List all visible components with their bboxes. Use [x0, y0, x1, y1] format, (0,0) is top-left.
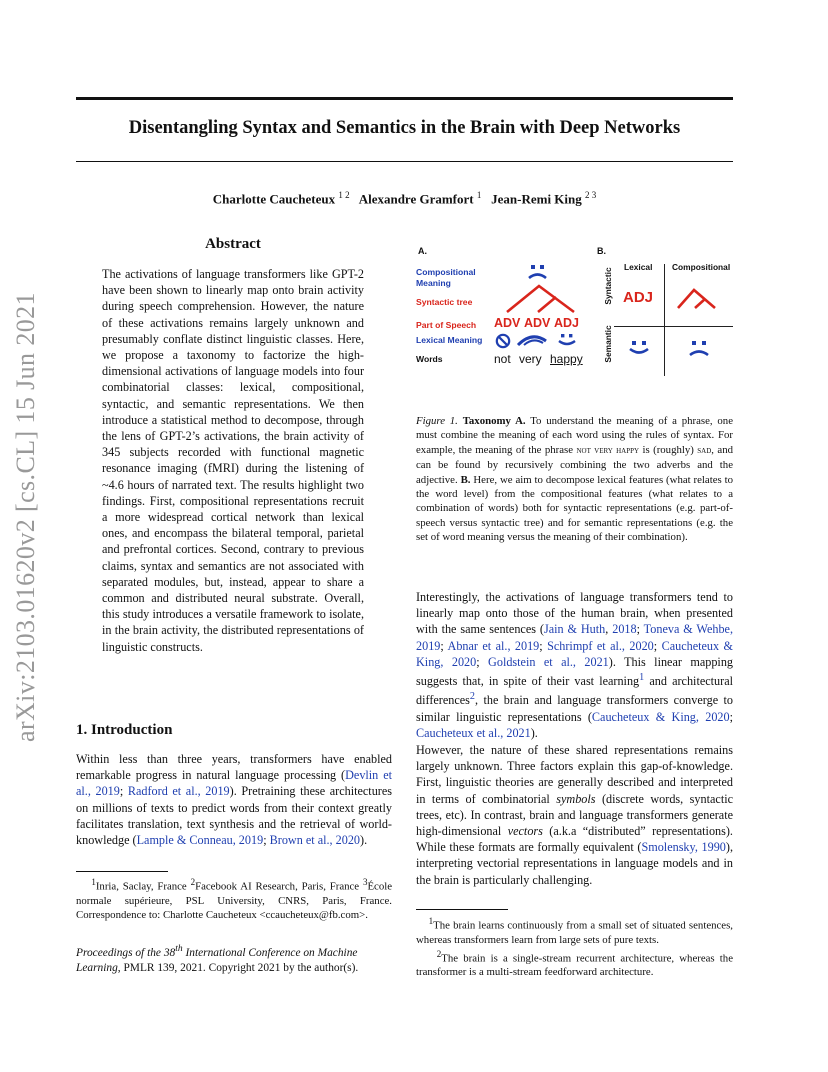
citation-link[interactable]: Caucheteux & King, 2020 — [416, 638, 734, 669]
row-label-compositional-meaning: Compositional Meaning — [416, 267, 476, 288]
body-paragraph — [416, 742, 733, 888]
body-paragraph — [416, 589, 733, 741]
author-name: Alexandre Gramfort — [358, 191, 474, 207]
figure-label: Figure 1. — [416, 415, 458, 427]
text-span: ). This linear mapping suggests that, in spite of their vast learning — [416, 654, 734, 689]
affiliation-footnote: $^1$Inria, Saclay, France $^2$Facebook AI Research, Paris, France $^3$École normale supérieure, PSL University, CNRS, Paris, France. Correspondence to: Charlotte Caucheteux <ccaucheteux@fb.com>. — [76, 877, 393, 921]
citation-link[interactable]: Abnar et al., 2019 — [447, 638, 540, 653]
text-span: (a.k.a “distributed” representations). While these formats are formally equivalent ( — [416, 824, 733, 855]
title-bottom-rule — [76, 161, 733, 162]
text-span: symbols — [556, 791, 596, 806]
title-top-rule — [76, 97, 733, 100]
text-span: However, the nature of these shared representations remains largely unknown. Three factors explain this gap-of-knowledge. First, linguistic theories are generally described and interpreted in terms of combinatorial — [416, 743, 733, 806]
text-span: th — [175, 944, 183, 954]
footnote-rule — [416, 909, 508, 910]
footnote-ref: 1 — [639, 672, 645, 684]
text-span: ), interpreting vectorial representations in language models and in the brain is particularly challenging. — [416, 840, 733, 887]
author-affiliation: 1 2 — [338, 190, 350, 200]
arxiv-identifier: arXiv:2103.01620v2 [cs.CL] 15 Jun 2021 — [11, 292, 40, 742]
abstract-text: The activations of language transformers like GPT-2 have been shown to linearly map onto brain activity during speech comprehension. However, the nature of these activations remains largely unknown and presumably conflate distinct linguistic classes. Here, we propose a taxonomy to factorize the high-dimensional activations of language models into four combinatorial classes: lexical, compositional, syntactic, and semantic representations. We then introduce a statistical method to decompose, through the lens of GPT-2’s activations, the brain activity of 345 subjects recorded with functional magnetic resonance imaging (fMRI) during the listening of ~4.6 hours of narrated text. The results highlight two findings. First, compositional representations recruit a more widespread cortical network than lexical ones, and encompass the bilateral temporal, parietal and prefrontal cortices. Second, contrary to previous claims, syntax and semantics are not associated with separated modules, but, instead, appear to share a common and distributed neural substrate. Overall, this study introduces a versatile framework to isolate, in the brain activity, the distributed representations of linguistic constructs. — [102, 267, 364, 654]
proceedings-note — [76, 942, 392, 976]
text-span: B. — [460, 473, 471, 486]
grid-vertical-line — [664, 264, 665, 376]
text-span: sad — [697, 444, 712, 456]
figure-taxonomy — [416, 242, 733, 377]
text-span: To understand the meaning of a phrase, one must combine the meaning of each word using the rules of syntax. For example, the meaning of the phrase — [416, 415, 733, 456]
text-span: Proceedings of the 38 — [76, 946, 176, 959]
text-span: not very happy — [576, 444, 640, 456]
panel-b-label: B. — [597, 246, 606, 256]
pos-tag: ADV — [494, 316, 521, 330]
citation-link[interactable]: Radford et al., 2019 — [127, 784, 230, 799]
author-affiliation: 1 — [476, 190, 482, 200]
paper-title: Disentangling Syntax and Semantics in the Brain with Deep Networks — [128, 118, 681, 138]
author-name: Charlotte Caucheteux — [212, 191, 336, 207]
text-span: is (roughly) — [639, 443, 698, 456]
text-span: Facebook AI Research, Paris, France — [195, 880, 360, 893]
sad-face-icon — [525, 264, 551, 280]
text-span: ). — [360, 833, 368, 848]
intro-paragraph — [76, 751, 392, 848]
text-span: , the brain and language transformers converge to similar linguistic representations ( — [416, 693, 733, 724]
grid-horizontal-line — [614, 326, 733, 327]
happy-face-icon — [627, 339, 651, 357]
happy-face-icon — [556, 333, 578, 347]
text-span: ). — [530, 725, 538, 740]
text-span: vectors — [507, 824, 543, 839]
citation-link[interactable]: Smolensky, 1990 — [641, 840, 726, 855]
text-span: ; — [539, 638, 548, 653]
figure-caption — [416, 414, 733, 545]
row-label-syntactic-tree: Syntactic tree — [416, 297, 473, 307]
author-list — [76, 190, 733, 207]
citation-link[interactable]: Caucheteux et al., 2021 — [416, 725, 531, 740]
section-heading: 1. Introduction — [76, 722, 173, 738]
word-token: very — [519, 352, 542, 366]
text-span: ; — [440, 638, 448, 653]
text-span: ; — [653, 638, 662, 653]
text-span: Taxonomy A. — [462, 415, 526, 427]
syntax-tree-icon — [676, 286, 718, 310]
row-label-part-of-speech: Part of Speech — [416, 320, 477, 330]
text-span: Interestingly, the activations of language transformers tend to linearly map onto those of the human brain, when presented with the same sentences ( — [416, 590, 733, 637]
column-head-compositional: Compositional — [672, 262, 731, 272]
citation-link[interactable]: Devlin et al., 2019 — [76, 768, 392, 799]
negation-icon — [495, 333, 511, 349]
column-head-lexical: Lexical — [624, 262, 653, 272]
citation-link[interactable]: 2018 — [612, 622, 637, 637]
text-span: International Conference on Machine Learning — [76, 946, 358, 974]
text-span: Inria, Saclay, France — [95, 880, 187, 893]
citation-link[interactable]: Lample & Conneau, 2019 — [136, 833, 264, 848]
citation-link[interactable]: Caucheteux & King, 2020 — [591, 709, 730, 724]
citation-link[interactable]: Schrimpf et al., 2020 — [547, 638, 654, 653]
panel-a-label: A. — [418, 246, 427, 256]
author-name: Jean-Remi King — [491, 191, 582, 207]
text-span: ; — [119, 784, 128, 799]
text-span: , — [605, 622, 613, 637]
row-label-words: Words — [416, 354, 443, 364]
sad-face-icon — [687, 339, 711, 357]
row-label-lexical-meaning: Lexical Meaning — [416, 335, 483, 345]
text-span: and architectural differences — [416, 674, 733, 708]
citation-link[interactable]: Jain & Huth — [543, 622, 606, 637]
footnote: $^1$The brain learns continuously from a small set of situated sentences, whereas transformers learn from large sets of pure texts. $^2$The brain is a single-stream recurrent architecture, whereas the transformer is a multi-stream feedforward architecture. — [416, 916, 734, 979]
citation-link[interactable]: Brown et al., 2020 — [269, 833, 361, 848]
word-token: not — [494, 352, 511, 366]
text-span: , PMLR 139, 2021. Copyright 2021 by the author(s). — [117, 961, 359, 974]
footnote-ref: 2 — [469, 691, 475, 703]
text-span: Within less than three years, transformers have enabled remarkable progress in natural language processing ( — [76, 752, 392, 783]
pos-tag: ADV — [524, 316, 551, 330]
row-head-syntactic: Syntactic — [603, 267, 613, 305]
word-token: happy — [550, 352, 583, 366]
text-span: (discrete words, syntactic trees, etc). In contrast, brain and language transformers generate high-dimensional — [416, 791, 733, 839]
citation-link[interactable]: Toneva & Wehbe, 2019 — [416, 622, 734, 653]
row-head-semantic: Semantic — [603, 325, 613, 363]
text-span: ; — [476, 654, 489, 669]
author-affiliation: 2 3 — [585, 190, 597, 200]
text-span: ). Pretraining these architectures on millions of texts to predict words from their context greatly facilitates translation, text synthesis and the retrieval of world-knowledge ( — [76, 784, 393, 848]
syntax-tree-icon — [504, 284, 578, 314]
text-span: ; — [729, 709, 733, 724]
intensifier-icon — [516, 333, 548, 347]
text-span: The brain learns continuously from a small set of situated sentences, whereas transformers learn from large sets of pure texts. — [416, 919, 734, 946]
footnote-rule — [76, 871, 168, 872]
adj-tag: ADJ — [623, 289, 654, 306]
text-span: ; — [636, 622, 644, 637]
abstract-heading: Abstract — [205, 236, 261, 252]
citation-link[interactable]: Goldstein et al., 2021 — [488, 654, 609, 669]
text-span: ; — [263, 833, 270, 848]
text-span: , and can be found by recursively combining the two adverbs and the adjective. — [416, 443, 733, 486]
text-span: The brain is a single-stream recurrent architecture, whereas the transformer is a multi-stream feedforward architecture. — [416, 952, 733, 979]
text-span: Here, we aim to decompose lexical features (what relates to the word level) from the compositional features (what relates to a combination of words) both for syntactic representations (e.g. part-of-speech versus syntactic tree) and for semantic representations (e.g. the set of word meaning versus the meaning of their combination). — [416, 473, 733, 544]
text-span: École normale supérieure, PSL University, CNRS, Paris, France. Correspondence to: Charlotte Caucheteux <ccaucheteux@fb.com>. — [76, 880, 393, 921]
pos-tag: ADJ — [554, 316, 580, 330]
